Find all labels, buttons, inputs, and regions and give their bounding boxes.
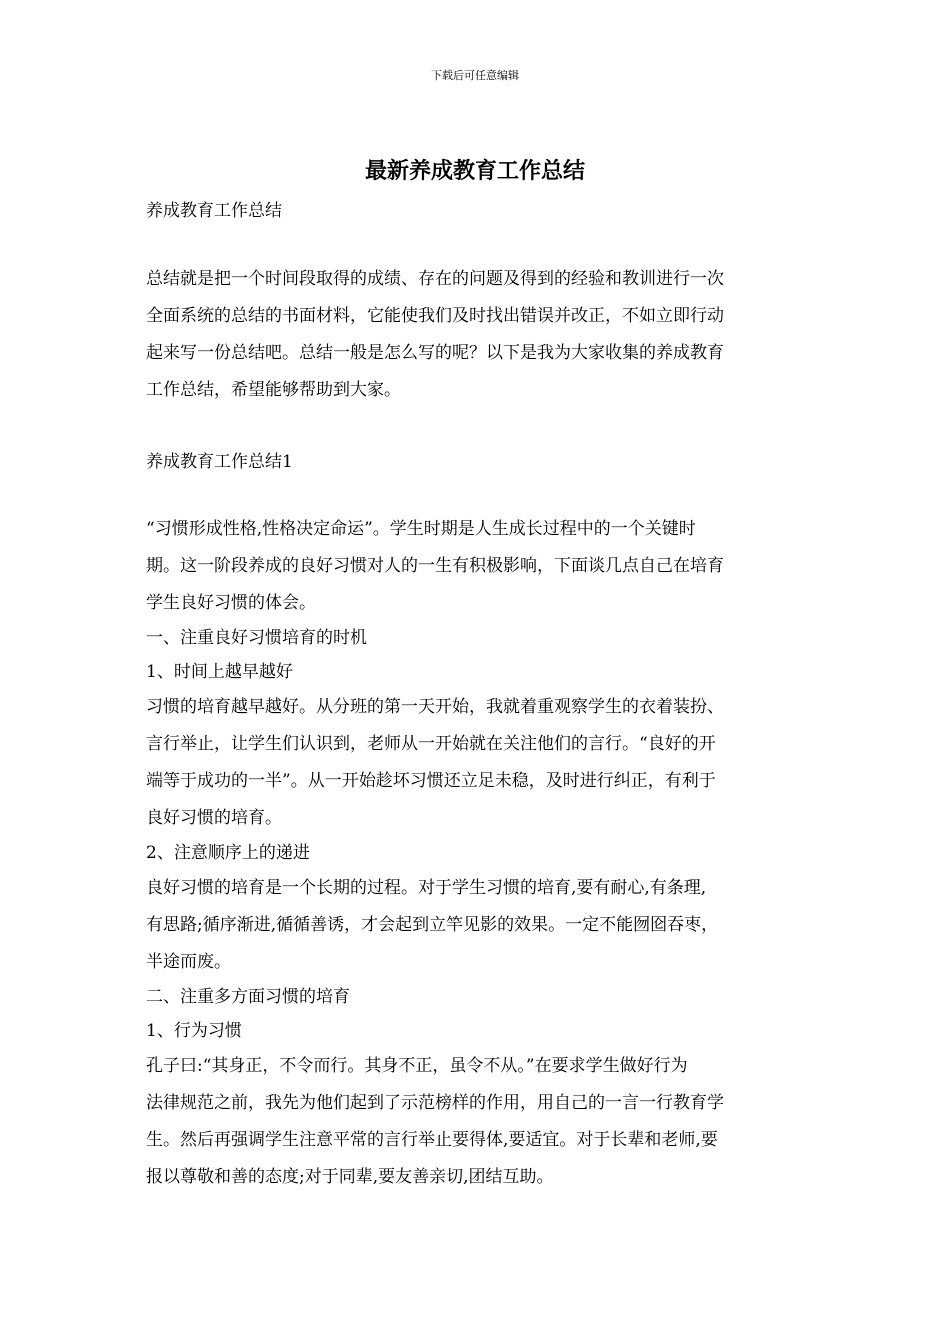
body-line: 端等于成功的一半”。从一开始趁坏习惯还立足未稳，及时进行纠正，有利于 — [146, 771, 716, 791]
subheading-line: 2、注意顺序上的递进 — [146, 843, 310, 863]
body-line: 习惯的培育越早越好。从分班的第一天开始，我就着重观察学生的衣着装扮、 — [146, 697, 724, 717]
intro-line-4: 工作总结，希望能够帮助到大家。 — [146, 380, 401, 400]
body-line: “习惯形成性格,性格决定命运”。学生时期是人生成长过程中的一个关键时 — [146, 519, 696, 539]
body-line: 有思路;循序渐进,循循善诱，才会起到立竿见影的效果。一定不能囫囵吞枣， — [146, 915, 719, 935]
document-title: 最新养成教育工作总结 — [364, 158, 585, 184]
intro-line-1: 总结就是把一个时间段取得的成绩、存在的问题及得到的经验和教训进行一次 — [146, 269, 724, 289]
body-line: 学生良好习惯的体会。 — [146, 593, 316, 613]
intro-line-3: 起来写一份总结吧。总结一般是怎么写的呢？以下是我为大家收集的养成教育 — [146, 343, 724, 363]
body-line: 言行举止，让学生们认识到，老师从一开始就在关注他们的言行。“良好的开 — [146, 734, 716, 754]
subheading-line: 1、时间上越早越好 — [146, 662, 293, 682]
subtitle: 养成教育工作总结 — [146, 201, 282, 221]
intro-line-2: 全面系统的总结的书面材料，它能使我们及时找出错误并改正，不如立即行动 — [146, 306, 724, 326]
subheading-line: 一、注重良好习惯培育的时机 — [146, 628, 367, 648]
subheading-line: 二、注重多方面习惯的培育 — [146, 987, 350, 1007]
body-line: 期。这一阶段养成的良好习惯对人的一生有积极影响，下面谈几点自己在培育 — [146, 556, 724, 576]
section-heading: 养成教育工作总结1 — [146, 452, 293, 472]
body-line: 孔子曰:“其身正，不令而行。其身不正，虽令不从。”在要求学生做好行为 — [146, 1056, 688, 1076]
body-line: 良好习惯的培育。 — [146, 808, 282, 828]
body-line: 良好习惯的培育是一个长期的过程。对于学生习惯的培育,要有耐心,有条理, — [146, 878, 707, 898]
body-line: 报以尊敬和善的态度;对于同辈,要友善亲切,团结互助。 — [146, 1167, 554, 1187]
body-line: 生。然后再强调学生注意平常的言行举止要得体,要适宜。对于长辈和老师,要 — [146, 1130, 718, 1150]
subheading-line: 1、行为习惯 — [146, 1021, 242, 1041]
body-line: 法律规范之前，我先为他们起到了示范榜样的作用，用自己的一言一行教育学 — [146, 1093, 724, 1113]
page-header: 下载后可任意编辑 — [431, 69, 519, 82]
body-line: 半途而废。 — [146, 952, 231, 972]
